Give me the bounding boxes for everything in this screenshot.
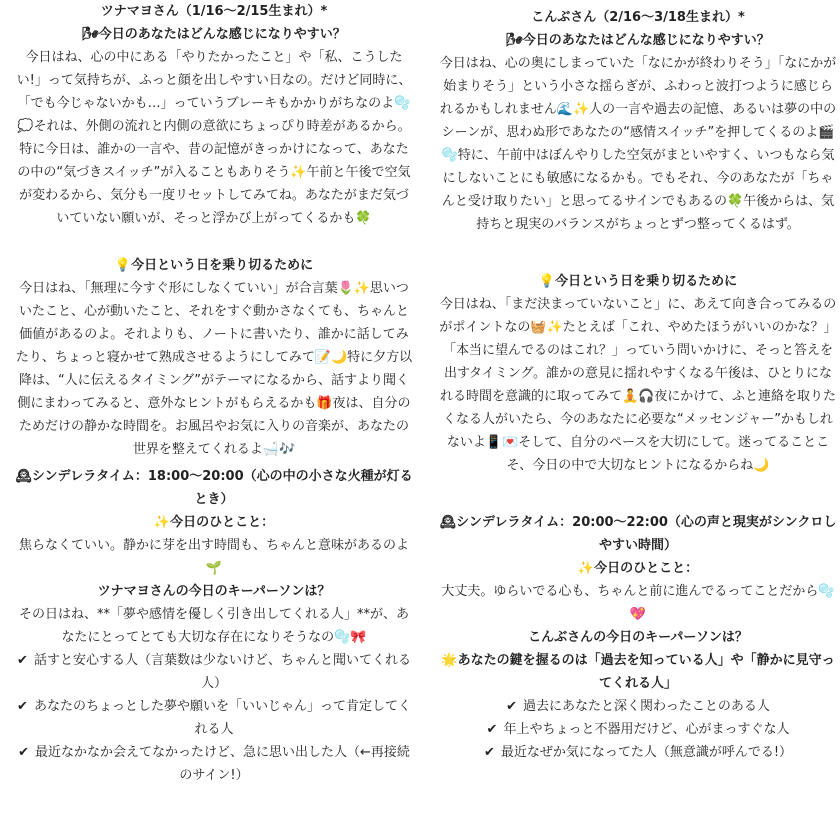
left-check-text: あなたのちょっとした夢や願いを「いいじゃん」って肯定してくれる人: [33, 699, 411, 737]
right-q1-title: 🌬今日のあなたはどんな感じになりやすい？: [506, 33, 770, 48]
left-header: ツナマヨさん（1/16〜2/15生まれ）*: [100, 4, 328, 19]
right-check-text: 年上やちょっと不器用だけど、心がまっすぐな人: [503, 722, 790, 737]
right-column: [438, 6, 838, 764]
check-icon: ✔: [18, 745, 29, 760]
left-q2-title: 💡今日という日を乗り切るために: [114, 258, 314, 273]
left-check-item: [14, 695, 414, 741]
right-hitokoto-title: ✨今日のひとこと：: [577, 561, 699, 576]
check-icon: ✔: [17, 699, 28, 714]
right-check-text: 過去にあなたと深く関わったことのある人: [523, 699, 770, 714]
right-check-item: [438, 718, 838, 741]
right-hitokoto-body: 大丈夫。ゆらいでる心も、ちゃんと前に進んでるってことだから🫧💖: [441, 584, 835, 622]
right-q2-title: 💡今日という日を乗り切るために: [538, 274, 738, 289]
right-keeper-title: こんぶさんの今日のキーパーソンは？: [528, 630, 748, 645]
left-check-text: 最近なかなか会えてなかったけど、急に思い出した人（←再接続のサイン!）: [35, 745, 410, 783]
left-q1-body: 今日はね、心の中にある「やりたかったこと」や「私、こうしたい!」って気持ちが、ふっと顔を出しやすい日なの。だけど同時に、「でも今じゃないかも…」っていうブレーキもかかりがちなのよ🫧💭それは、外側の流れと内側の意欲にちょっぴり時差があるから。特に今日は、誰かの一言や、昔の記憶がきっかけになって、あなたの中の“気づきスイッチ”が入ることもありそう✨午前と午後で空気が変わるから、気分も一度リセットしてみてね。あなたがまだ気づいていない願いが、そっと浮かび上がってくるかも🍀: [16, 50, 412, 226]
left-hitokoto-title: ✨今日のひとこと：: [153, 515, 275, 530]
right-check-item: [438, 695, 838, 718]
left-q1-title: 🌬今日のあなたはどんな感じになりやすい？: [82, 27, 346, 42]
left-column: [14, 0, 414, 787]
right-q2-body: 今日はね、「まだ決まっていないこと」に、あえて向き合ってみるのがポイントなの🧺✨たとえば「これ、やめたほうがいいのかな？」「本当に望んでるのはこれ？」っていう問いかけに、そっと答えを出すタイミング。誰かの意見に揺れやすくなる午後は、ひとりになれる時間を意識的に取ってみて🧘🎧夜にかけて、ふと連絡を取りたくなる人がいたら、今のあなたに必要な“メッセンジャー”かもしれないよ📱💌そして、自分のペースを大切にして。迷ってることこそ、今日の中で大切なヒントになるからね🌙: [439, 297, 837, 473]
left-check-item: [14, 649, 414, 695]
check-icon: ✔: [17, 653, 28, 668]
right-check-text: 最近なぜか気になってた人（無意識が呼んでる!）: [500, 745, 793, 760]
left-keeper-body: その日はね、**「夢や感情を優しく引き出してくれる人」**が、あなたにとってとても大切な存在になりそうなの🫧🎀: [18, 607, 409, 645]
check-icon: ✔: [486, 722, 498, 737]
left-check-text: 話すと安心する人（言葉数は少ないけど、ちゃんと聞いてくれる人）: [33, 653, 411, 691]
right-cinderella-time: 🕰シンデレラタイム：20:00〜22:00（心の声と現実がシンクロしやすい時間）: [439, 515, 837, 553]
right-q1-body: 今日はね、心の奥にしまっていた「なにかが終わりそう」「なにかが始まりそう」という小さな揺らぎが、ふわっと波打つように感じられるかもしれません🌊✨人の一言や過去の記憶、あるいは夢の中のシーンが、思わぬ形であなたの“感情スイッチ”を押してくるのよ🎬🫧特に、午前中はぼんやりした空気がまといやすく、いつもなら気にしないことにも敏感になるかも。でもそれ、今のあなたが「ちゃんと受け取りたい」と思ってるサインでもあるの🍀午後からは、気持ちと現実のバランスがちょっとずつ整ってくるはず。: [439, 56, 837, 232]
check-icon: ✔: [483, 745, 495, 760]
left-check-item: [14, 741, 414, 787]
right-check-item: [438, 741, 838, 764]
right-keeper-body: 🌟あなたの鍵を握るのは「過去を知っている人」や「静かに見守ってくれる人」: [441, 653, 835, 691]
left-q2-body: 今日はね、「無理に今すぐ形にしなくていい」が合言葉🌷✨思いついたこと、心が動いたこと、それをすぐ動かさなくても、ちゃんと価値があるのよ。それよりも、ノートに書いたり、誰かに話してみたり、ちょっと寝かせて熟成させるようにしてみて📝🌙特に夕方以降は、“人に伝えるタイミング”がテーマになるから、話すより聞く側にまわってみると、意外なヒントがもらえるかも🎁夜は、自分のためだけの静かな時間を。お風呂やお気に入りの音楽が、あなたの世界を整えてくれるよ🛁🎶: [15, 281, 413, 457]
left-hitokoto-body: 焦らなくていい。静かに芽を出す時間も、ちゃんと意味があるのよ🌱: [18, 538, 409, 576]
right-header: こんぶさん（2/16〜3/18生まれ）*: [531, 10, 745, 25]
left-cinderella-time: 🕰シンデレラタイム：18:00〜20:00（心の中の小さな火種が灯るとき）: [15, 469, 413, 507]
check-icon: ✔: [506, 699, 518, 714]
left-keeper-title: ツナマヨさんの今日のキーパーソンは？: [97, 584, 331, 599]
